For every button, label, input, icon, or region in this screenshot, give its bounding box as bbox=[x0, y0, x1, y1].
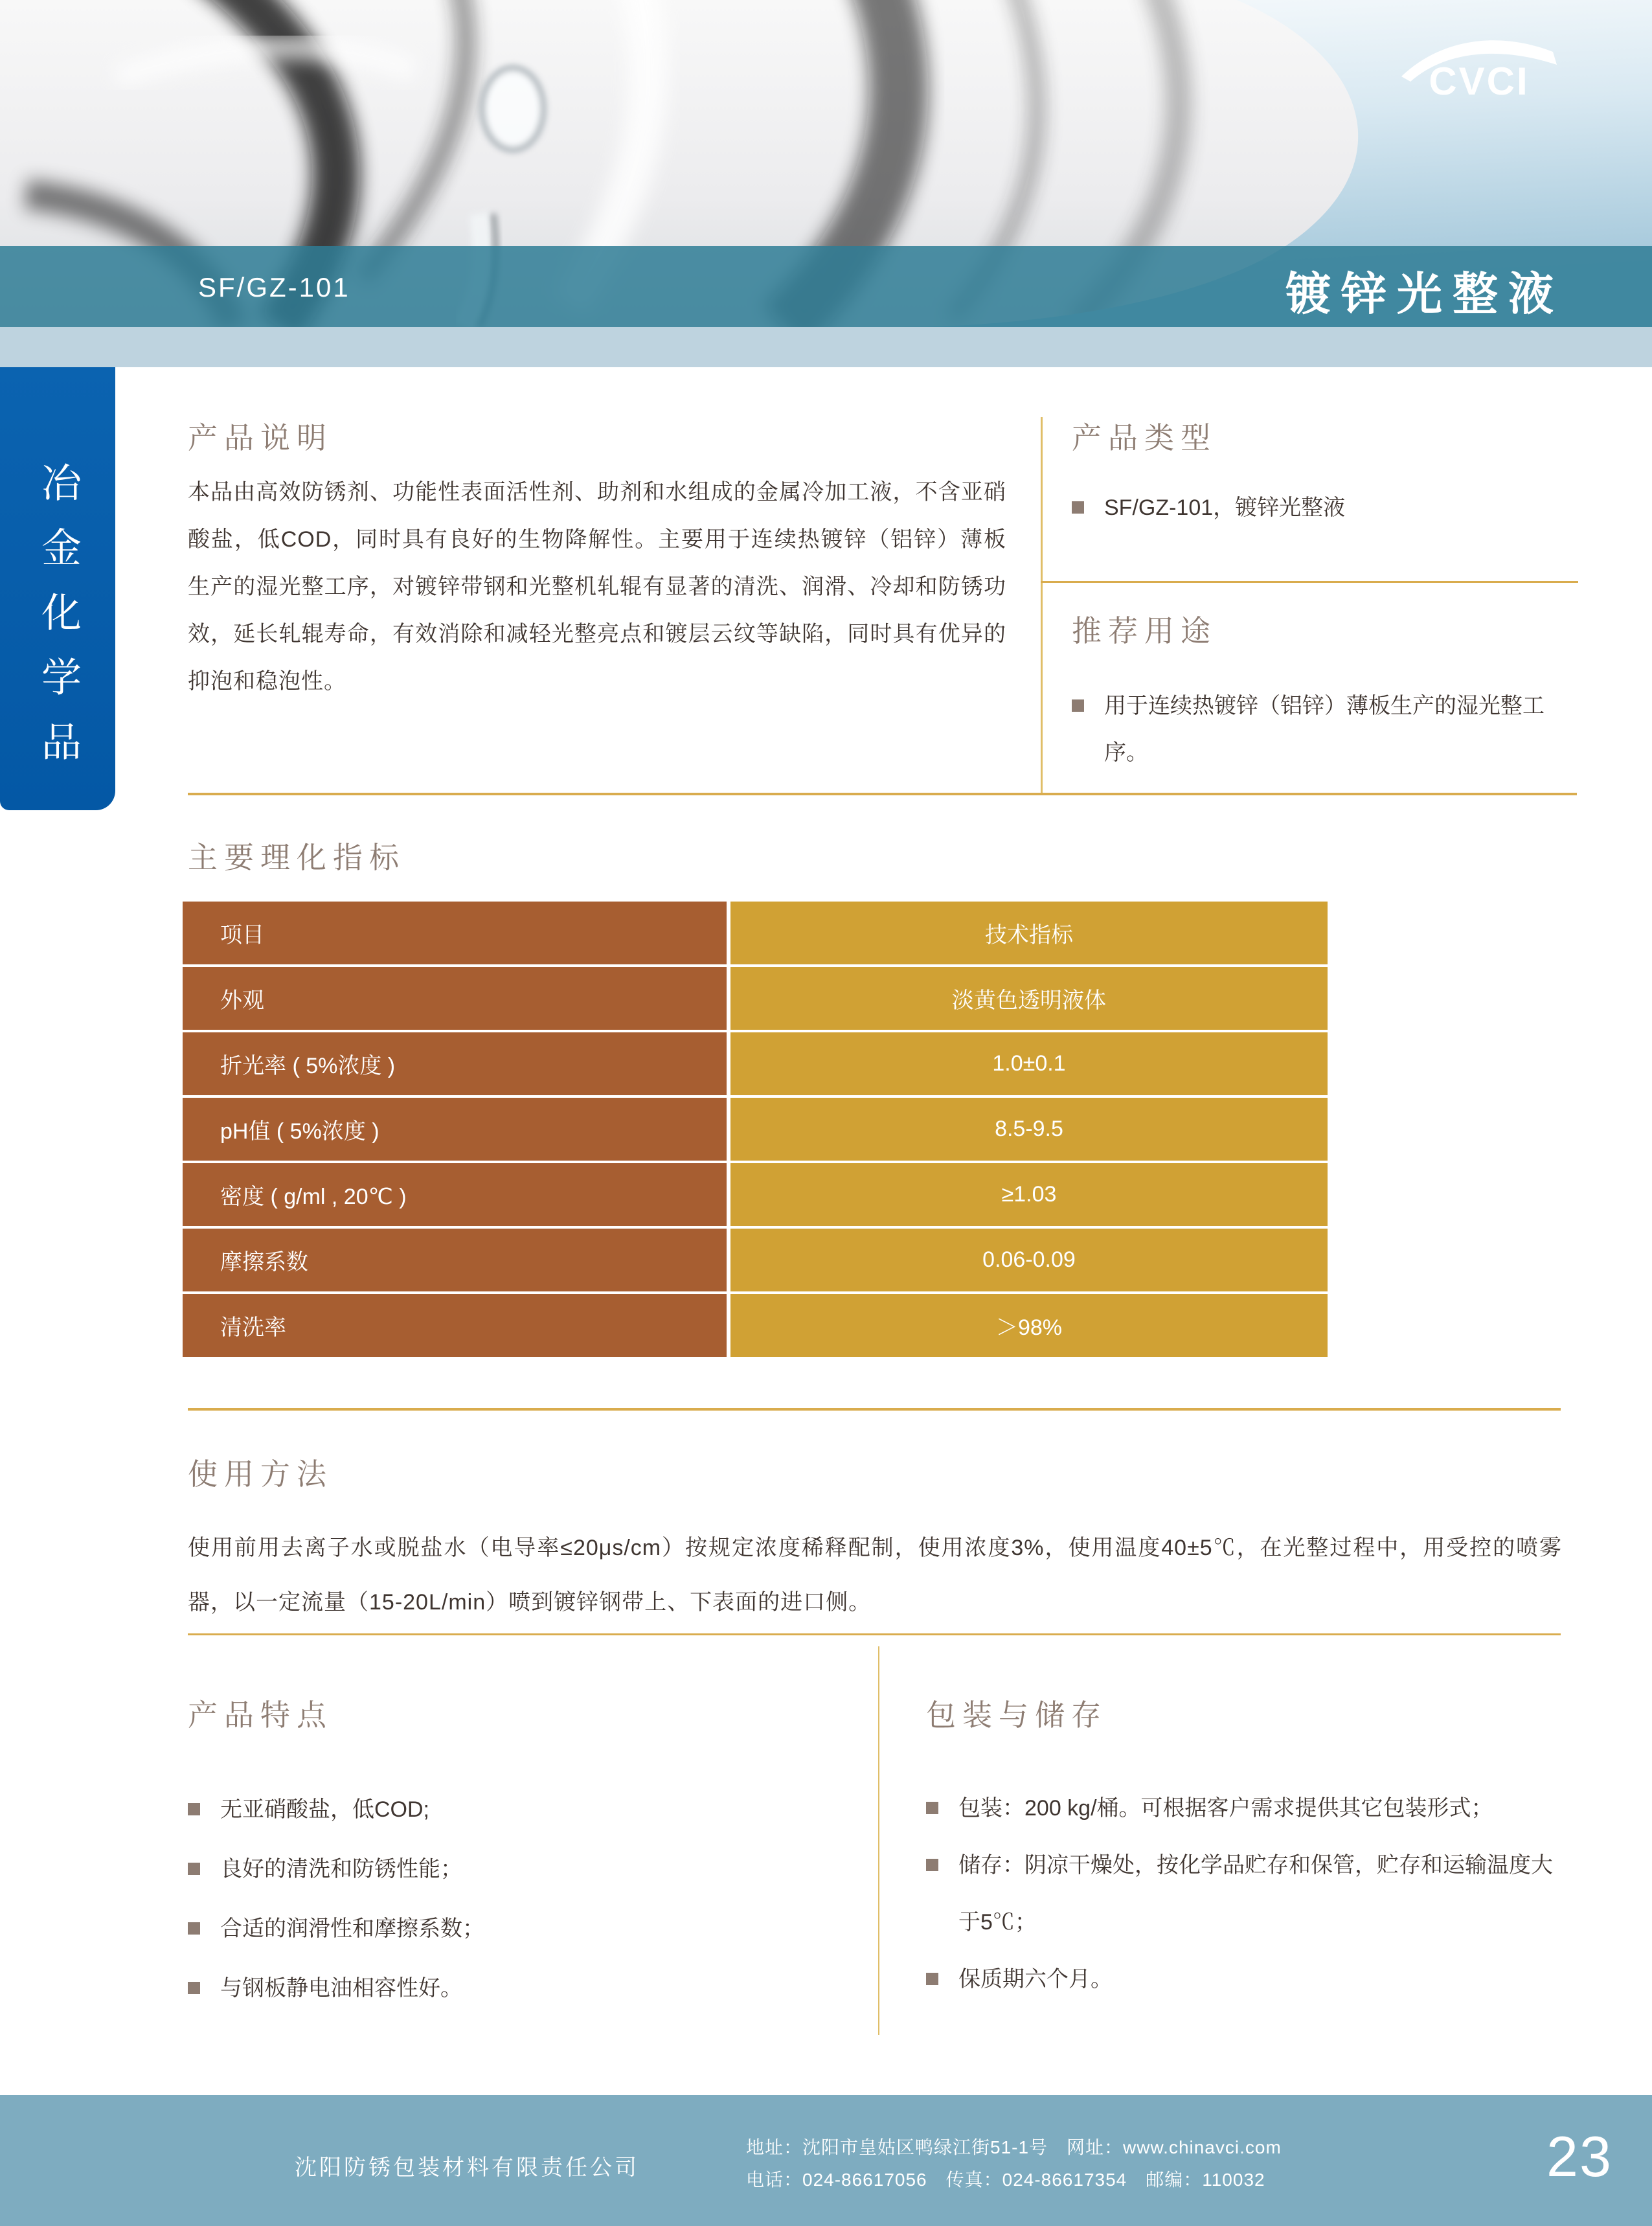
section-title-product-type: 产品类型 bbox=[1072, 421, 1217, 455]
specs-table bbox=[183, 902, 1328, 1359]
divider-right-column bbox=[1041, 581, 1578, 583]
bullet-square-icon bbox=[188, 1803, 200, 1815]
table-row bbox=[183, 1229, 1328, 1291]
list-item-label: 储存：阴凉干燥处，按化学品贮存和保管，贮存和运输温度大于5℃； bbox=[958, 1853, 1553, 1935]
product-code: SF/GZ-101 bbox=[198, 272, 350, 302]
bullet-square-icon bbox=[188, 1982, 200, 1994]
list-item bbox=[1072, 484, 1577, 531]
table-header-row bbox=[183, 902, 1328, 964]
table-cell-value: ≥1.03 bbox=[730, 1163, 1328, 1226]
table-cell-value: 0.06-0.09 bbox=[730, 1229, 1328, 1291]
divider-full-top bbox=[188, 793, 1577, 795]
bullet-square-icon bbox=[926, 1802, 938, 1814]
list-item-label: 良好的清洗和防锈性能； bbox=[220, 1857, 462, 1881]
section-title-description: 产品说明 bbox=[188, 421, 333, 455]
table-row bbox=[183, 967, 1328, 1030]
table-cell-item: 摩擦系数 bbox=[183, 1229, 730, 1291]
table-cell-value: ＞98% bbox=[730, 1294, 1328, 1357]
table-cell-value: 淡黄色透明液体 bbox=[730, 967, 1328, 1030]
list-item bbox=[926, 1837, 1574, 1951]
table-cell-item: 密度 ( g/ml , 20℃ ) bbox=[183, 1163, 730, 1226]
usage-body: 使用前用去离子水或脱盐水（电导率≤20μs/cm）按规定浓度稀释配制，使用浓度3%，使用温度40±5℃，在光整过程中，用受控的喷雾器，以一定流量（15-20L/min）喷到镀锌钢带上、下表面的进口侧。 bbox=[188, 1536, 1562, 1615]
list-item bbox=[926, 1780, 1574, 1837]
list-item-label: 保质期六个月。 bbox=[958, 1967, 1113, 1992]
product-title: 镀锌光整液 bbox=[1285, 269, 1564, 319]
table-row bbox=[183, 1032, 1328, 1095]
table-header-value: 技术指标 bbox=[730, 902, 1328, 964]
packaging-list bbox=[926, 1780, 1574, 2008]
section-title-specs: 主要理化指标 bbox=[188, 841, 405, 874]
list-item bbox=[188, 1959, 842, 2018]
list-item-label: 无亚硝酸盐，低COD; bbox=[220, 1797, 429, 1822]
bullet-square-icon bbox=[188, 1922, 200, 1935]
list-item bbox=[188, 1780, 842, 1839]
list-item bbox=[1072, 683, 1577, 776]
section-title-packaging: 包装与储存 bbox=[926, 1698, 1107, 1732]
list-item-label: 用于连续热镀锌（铝锌）薄板生产的湿光整工序。 bbox=[1104, 694, 1545, 765]
divider-vertical-top bbox=[1041, 417, 1043, 793]
table-cell-value: 1.0±0.1 bbox=[730, 1032, 1328, 1095]
bullet-square-icon bbox=[188, 1863, 200, 1875]
logo-text: CVCI bbox=[1429, 60, 1530, 102]
table-row bbox=[183, 1163, 1328, 1226]
bullet-square-icon bbox=[926, 1973, 938, 1985]
sidebar-category-tab bbox=[0, 367, 115, 810]
description-body: 本品由高效防锈剂、功能性表面活性剂、助剂和水组成的金属冷加工液，不含亚硝酸盐，低COD，同时具有良好的生物降解性。主要用于连续热镀锌（铝锌）薄板生产的湿光整工序，对镀锌带钢和光整机轧辊有显著的清洗、润滑、冷却和防锈功效，延长轧辊寿命，有效消除和减轻光整亮点和镀层云纹等缺陷，同时具有优异的抑泡和稳泡性。 bbox=[188, 480, 1006, 694]
divider-above-usage bbox=[188, 1408, 1561, 1411]
cvci-logo bbox=[1397, 26, 1561, 102]
section-title-features: 产品特点 bbox=[188, 1698, 333, 1732]
divider-vertical-bottom bbox=[878, 1646, 879, 2035]
list-item bbox=[188, 1839, 842, 1899]
footer-contact-line: 电话：024-86617056 传真：024-86617354 邮编：110032 bbox=[746, 2170, 1265, 2190]
sidebar-category-label: 冶金化学品 bbox=[35, 462, 80, 786]
list-item bbox=[926, 1951, 1574, 2008]
table-cell-item: 折光率 ( 5%浓度 ) bbox=[183, 1032, 730, 1095]
features-list bbox=[188, 1780, 842, 2018]
section-title-recommended-use: 推荐用途 bbox=[1072, 614, 1217, 648]
table-cell-item: 清洗率 bbox=[183, 1294, 730, 1357]
bullet-square-icon bbox=[1072, 699, 1084, 712]
recommended-use-list bbox=[1072, 683, 1577, 776]
table-header-item: 项目 bbox=[183, 902, 730, 964]
subheader-band bbox=[0, 327, 1652, 367]
table-cell-value: 8.5-9.5 bbox=[730, 1098, 1328, 1161]
footer-company-name: 沈阳防锈包装材料有限责任公司 bbox=[295, 2155, 639, 2180]
section-title-usage: 使用方法 bbox=[188, 1457, 333, 1491]
list-item bbox=[188, 1899, 842, 1959]
list-item-label: SF/GZ-101，镀锌光整液 bbox=[1104, 495, 1346, 520]
page-number: 23 bbox=[1546, 2124, 1612, 2188]
product-type-list bbox=[1072, 484, 1577, 531]
list-item-label: 包装：200 kg/桶。可根据客户需求提供其它包装形式； bbox=[958, 1796, 1493, 1821]
divider-below-usage bbox=[188, 1633, 1561, 1635]
table-row bbox=[183, 1294, 1328, 1357]
footer-address-line: 地址：沈阳市皇姑区鸭绿江街51-1号 网址：www.chinavci.com bbox=[746, 2137, 1282, 2157]
bullet-square-icon bbox=[926, 1859, 938, 1871]
footer bbox=[0, 2095, 1652, 2226]
table-row bbox=[183, 1098, 1328, 1161]
table-cell-item: pH值 ( 5%浓度 ) bbox=[183, 1098, 730, 1161]
table-cell-item: 外观 bbox=[183, 967, 730, 1030]
list-item-label: 与钢板静电油相容性好。 bbox=[220, 1976, 462, 2001]
footer-contact-block bbox=[746, 2131, 1282, 2196]
list-item-label: 合适的润滑性和摩擦系数； bbox=[220, 1916, 484, 1941]
bullet-square-icon bbox=[1072, 501, 1084, 514]
